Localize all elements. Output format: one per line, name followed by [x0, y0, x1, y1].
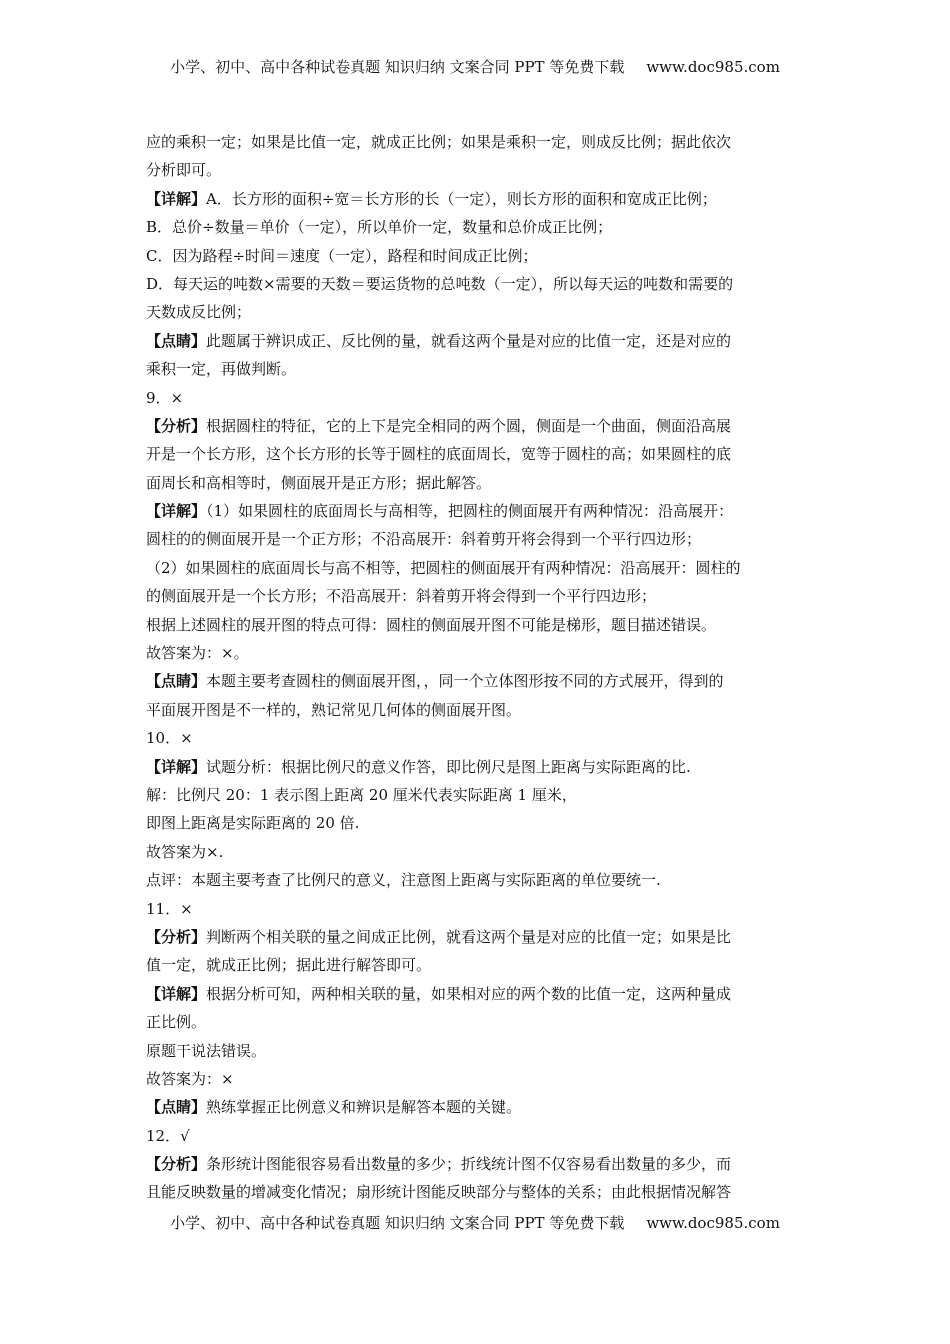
text-line [146, 951, 814, 979]
line-text: 解：比例尺 20：1 表示图上距离 20 厘米代表实际距离 1 厘米， [146, 785, 577, 804]
text-line [146, 355, 814, 383]
text-line [146, 525, 814, 553]
text-line [146, 213, 814, 241]
line-text: 值一定，就成正比例；据此进行解答即可。 [146, 956, 432, 975]
text-line [146, 497, 814, 525]
line-text: 故答案为×. [146, 842, 224, 861]
section-tag: 【点睛】 [146, 672, 207, 691]
text-line [146, 980, 814, 1008]
line-text: 熟练掌握正比例意义和辨识是解答本题的关键。 [206, 1098, 522, 1117]
line-text: 10．× [146, 729, 193, 748]
text-line [146, 469, 814, 497]
document-body [146, 128, 814, 1207]
text-line [146, 611, 814, 639]
line-text: B．总价÷数量＝单价（一定），所以单价一定，数量和总价成正比例； [146, 218, 613, 237]
line-text: 根据分析可知，两种相关联的量，如果相对应的两个数的比值一定，这两种量成 [206, 984, 732, 1003]
text-line [146, 440, 814, 468]
text-line [146, 809, 814, 837]
line-text: 且能反映数量的增减变化情况；扇形统计图能反映部分与整体的关系；由此根据情况解答 [146, 1183, 732, 1202]
line-text: 乘积一定，再做判断。 [146, 360, 297, 379]
text-line [146, 923, 814, 951]
header-slogan: 小学、初中、高中各种试卷真题 知识归纳 文案合同 PPT 等免费下载 [170, 58, 625, 76]
section-tag: 【点睛】 [146, 1098, 207, 1117]
text-line [146, 724, 814, 752]
text-line [146, 781, 814, 809]
line-text: 此题属于辨识成正、反比例的量，就看这两个量是对应的比值一定，还是对应的 [206, 331, 732, 350]
line-text: （1）如果圆柱的底面周长与高相等，把圆柱的侧面展开有两种情况：沿高展开： [206, 502, 734, 521]
text-line [146, 384, 814, 412]
line-text: 原题干说法错误。 [146, 1041, 267, 1060]
footer-site-url: www.doc985.com [646, 1214, 780, 1232]
header-site-url: www.doc985.com [646, 58, 780, 76]
line-text: 12．√ [146, 1126, 190, 1145]
text-line [146, 639, 814, 667]
text-line [146, 1037, 814, 1065]
section-tag: 【分析】 [146, 416, 207, 435]
line-text: 平面展开图是不一样的，熟记常见几何体的侧面展开图。 [146, 700, 522, 719]
footer-slogan: 小学、初中、高中各种试卷真题 知识归纳 文案合同 PPT 等免费下载 [170, 1214, 625, 1232]
text-line [146, 1008, 814, 1036]
line-text: 9．× [146, 388, 184, 407]
text-line [146, 582, 814, 610]
header-banner [0, 57, 950, 77]
line-text: 天数成反比例； [146, 303, 252, 322]
text-line [146, 242, 814, 270]
line-text: 面周长和高相等时，侧面展开是正方形；据此解答。 [146, 473, 492, 492]
text-line [146, 298, 814, 326]
text-line [146, 327, 814, 355]
text-line [146, 156, 814, 184]
text-line [146, 866, 814, 894]
section-tag: 【分析】 [146, 927, 207, 946]
text-line [146, 412, 814, 440]
footer-banner [0, 1213, 950, 1233]
section-tag: 【详解】 [146, 502, 207, 521]
line-text: 判断两个相关联的量之间成正比例，就看这两个量是对应的比值一定；如果是比 [206, 927, 732, 946]
text-line [146, 270, 814, 298]
section-tag: 【详解】 [146, 757, 207, 776]
text-line [146, 1150, 814, 1178]
text-line [146, 753, 814, 781]
section-tag: 【详解】 [146, 984, 207, 1003]
line-text: 故答案为：× [146, 1069, 234, 1088]
line-text: 条形统计图能很容易看出数量的多少；折线统计图不仅容易看出数量的多少，而 [206, 1155, 732, 1174]
line-text: 分析即可。 [146, 161, 222, 180]
line-text: 11．× [146, 899, 193, 918]
line-text: 的侧面展开是一个长方形；不沿高展开：斜着剪开将会得到一个平行四边形； [146, 587, 657, 606]
section-tag: 【详解】 [146, 189, 207, 208]
line-text: （2）如果圆柱的底面周长与高不相等，把圆柱的侧面展开有两种情况：沿高展开：圆柱的 [146, 558, 741, 577]
line-text: 点评：本题主要考查了比例尺的意义，注意图上距离与实际距离的单位要统一. [146, 871, 661, 890]
text-line [146, 1178, 814, 1206]
text-line [146, 185, 814, 213]
line-text: A．长方形的面积÷宽＝长方形的长（一定），则长方形的面积和宽成正比例； [206, 189, 717, 208]
line-text: D．每天运的吨数×需要的天数＝要运货物的总吨数（一定），所以每天运的吨数和需要的 [146, 274, 734, 293]
line-text: 即图上距离是实际距离的 20 倍. [146, 814, 360, 833]
section-tag: 【分析】 [146, 1155, 207, 1174]
line-text: 本题主要考查圆柱的侧面展开图，，同一个立体图形按不同的方式展开，得到的 [206, 672, 724, 691]
line-text: 根据圆柱的特征，它的上下是完全相同的两个圆，侧面是一个曲面，侧面沿高展 [206, 416, 732, 435]
text-line [146, 1122, 814, 1150]
text-line [146, 895, 814, 923]
text-line [146, 1065, 814, 1093]
section-tag: 【点睛】 [146, 331, 207, 350]
text-line [146, 667, 814, 695]
text-line [146, 696, 814, 724]
line-text: 根据上述圆柱的展开图的特点可得：圆柱的侧面展开图不可能是梯形，题目描述错误。 [146, 615, 717, 634]
line-text: 故答案为：×。 [146, 644, 249, 663]
text-line [146, 838, 814, 866]
line-text: 应的乘积一定；如果是比值一定，就成正比例；如果是乘积一定，则成反比例；据此依次 [146, 133, 732, 151]
line-text: 试题分析：根据比例尺的意义作答，即比例尺是图上距离与实际距离的比. [206, 757, 691, 776]
line-text: C．因为路程÷时间＝速度（一定），路程和时间成正比例； [146, 246, 538, 265]
line-text: 正比例。 [146, 1013, 207, 1032]
text-line [146, 128, 814, 156]
line-text: 圆柱的的侧面展开是一个正方形；不沿高展开：斜着剪开将会得到一个平行四边形； [146, 530, 702, 549]
text-line [146, 554, 814, 582]
text-line [146, 1093, 814, 1121]
line-text: 开是一个长方形，这个长方形的长等于圆柱的底面周长，宽等于圆柱的高；如果圆柱的底 [146, 445, 732, 464]
